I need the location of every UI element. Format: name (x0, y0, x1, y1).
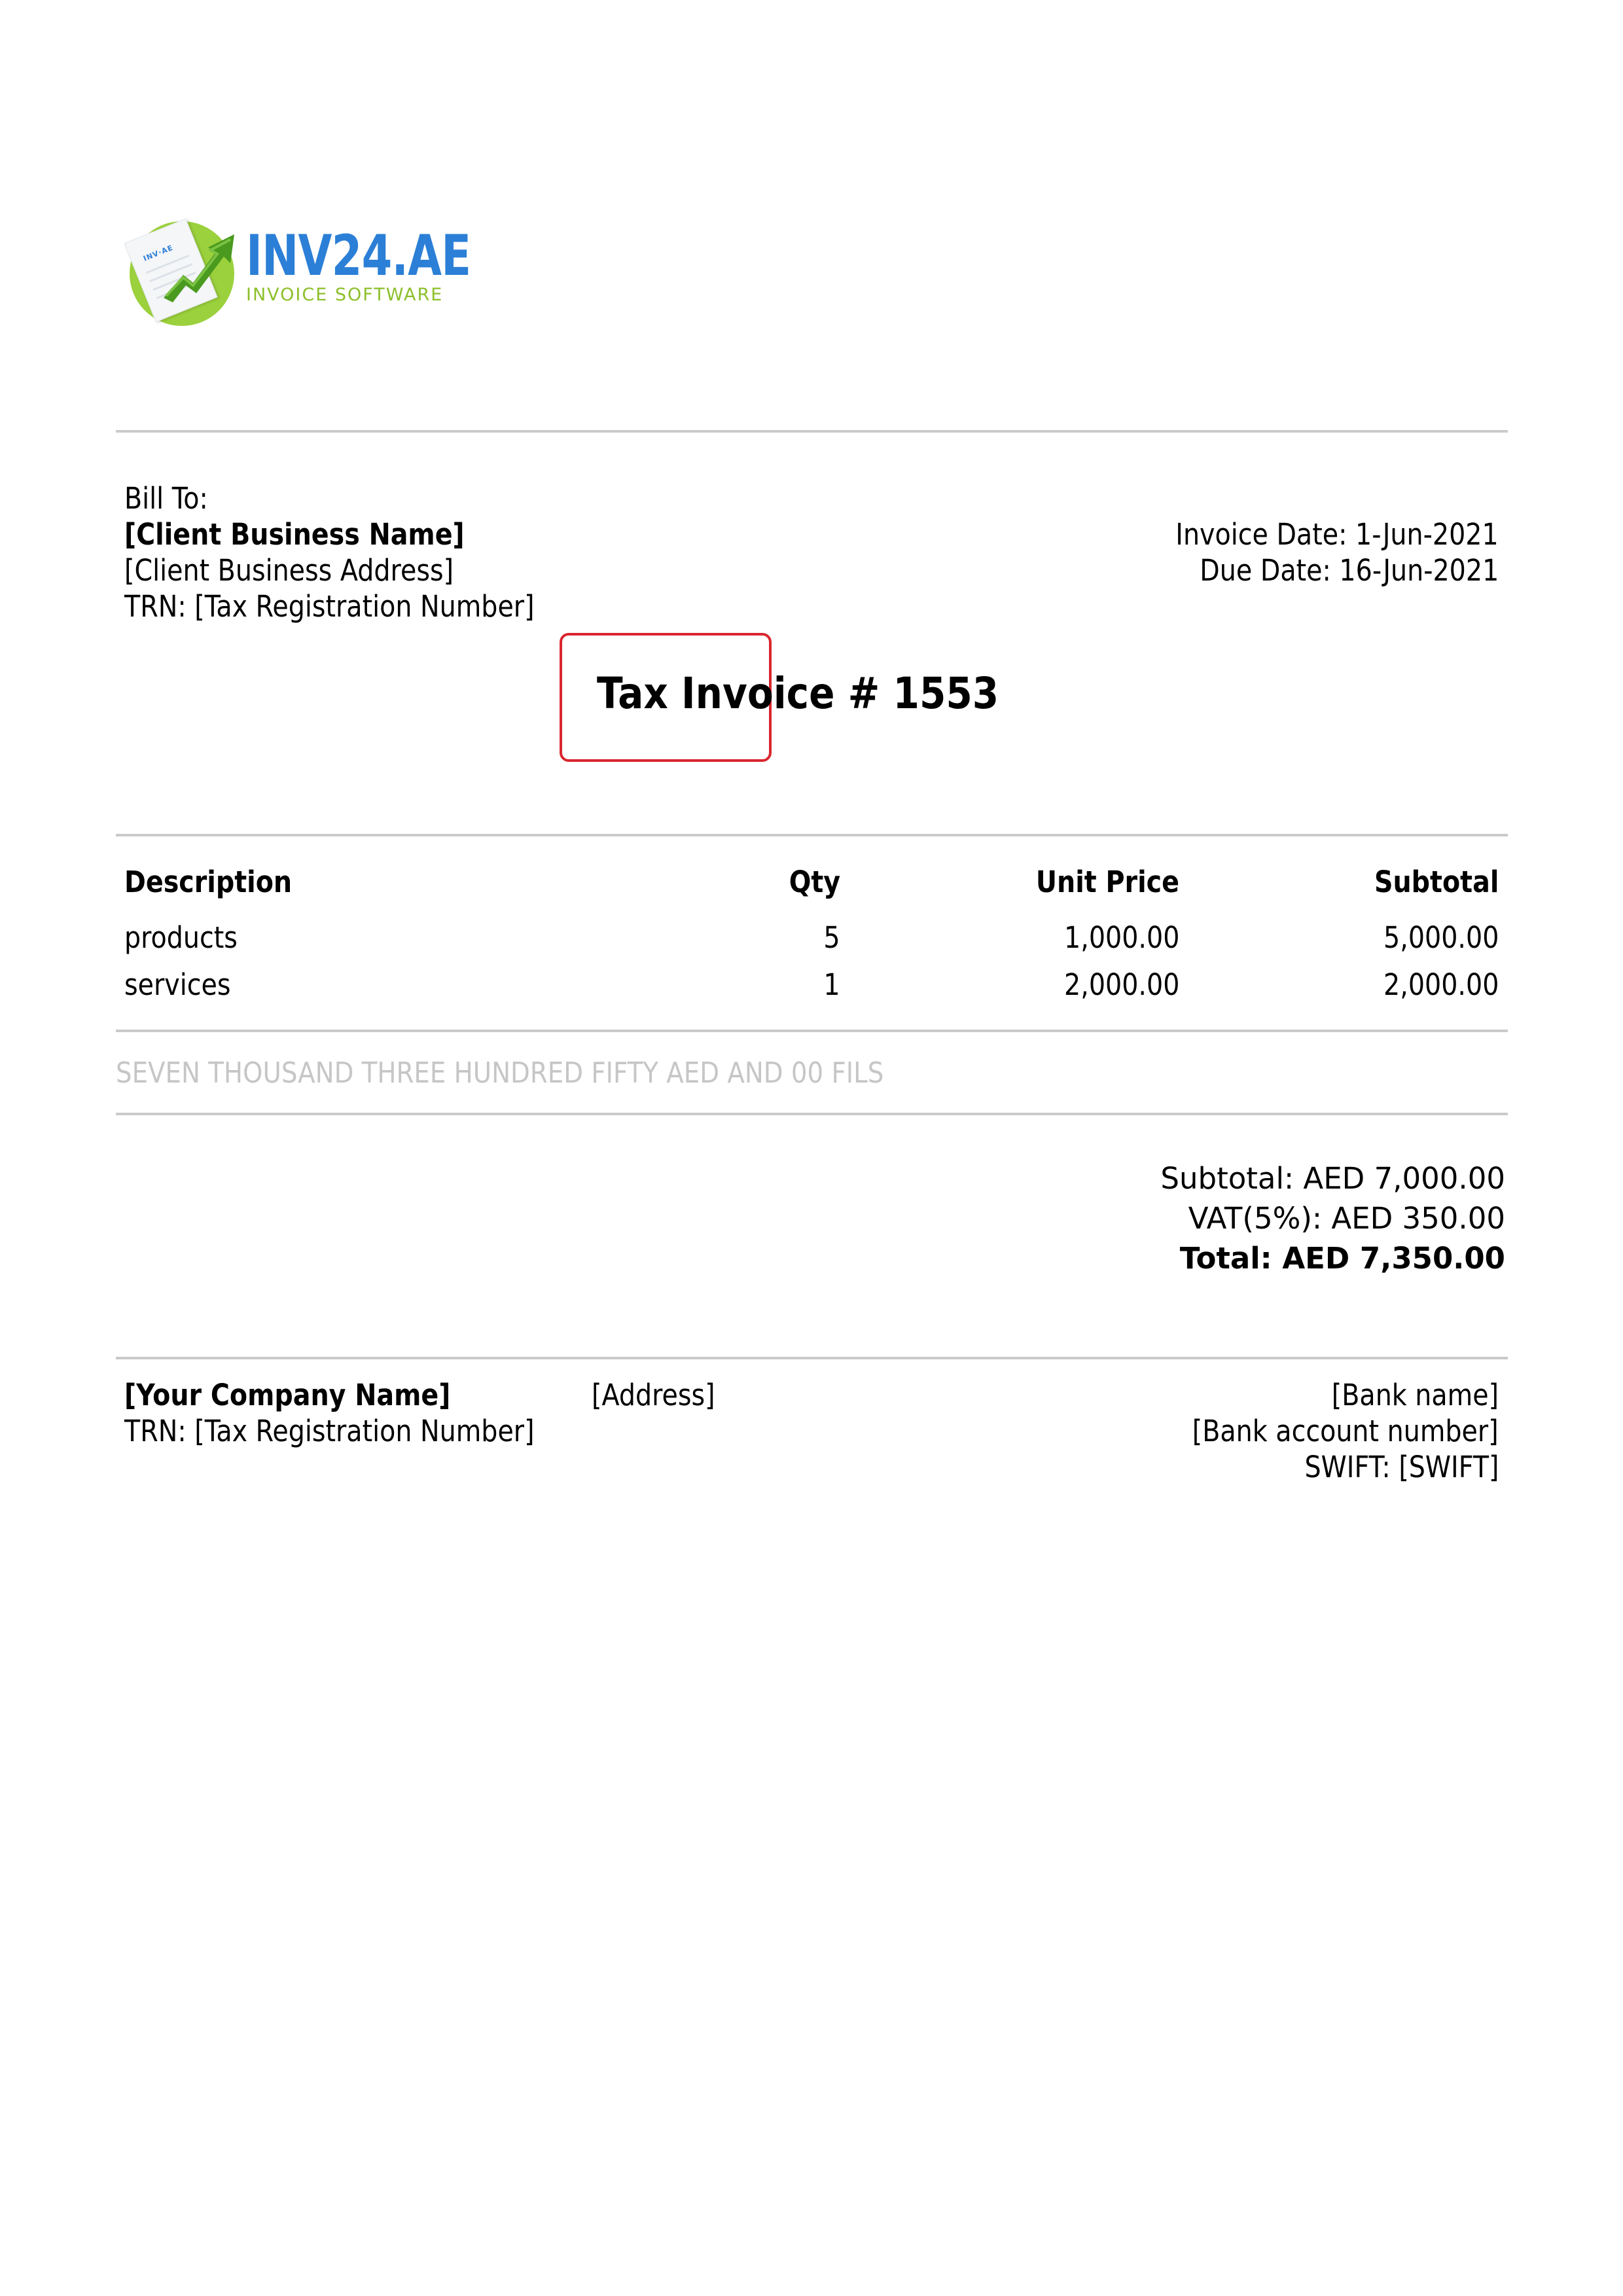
due-date: Due Date: 16-Jun-2021 (1200, 553, 1499, 588)
vat-amount: VAT(5%): AED 350.00 (1188, 1201, 1505, 1236)
logo-tagline: INVOICE SOFTWARE (246, 285, 444, 305)
header-unit-price: Unit Price (1035, 865, 1179, 899)
company-logo (124, 208, 471, 323)
divider-top (116, 430, 1508, 433)
client-address: [Client Business Address] (124, 553, 454, 588)
totals-block (1160, 1158, 1505, 1278)
row-description: services (124, 967, 231, 1002)
bank-account: [Bank account number] (1192, 1414, 1499, 1448)
logo-brand-text: INV24.AE (246, 223, 471, 289)
divider-table-top (116, 834, 1508, 836)
divider-words-bottom (116, 1113, 1508, 1115)
amount-in-words: SEVEN THOUSAND THREE HUNDRED FIFTY AED AND 00 FILS (116, 1056, 884, 1090)
row-subtotal: 2,000.00 (1383, 967, 1499, 1002)
swift-code: SWIFT: [SWIFT] (1304, 1450, 1499, 1484)
client-trn: TRN: [Tax Registration Number] (124, 589, 535, 624)
row-qty: 1 (823, 967, 840, 1002)
footer-company (124, 1377, 590, 1449)
divider-table-bottom (116, 1030, 1508, 1032)
growth-arrow-icon (157, 223, 242, 308)
company-address: [Address] (592, 1378, 715, 1412)
invoice-title-text: Tax Invoice # 1553 (597, 668, 999, 719)
bank-name: [Bank name] (1331, 1378, 1499, 1412)
row-unit-price: 2,000.00 (1063, 967, 1179, 1002)
divider-footer (116, 1357, 1508, 1359)
row-subtotal: 5,000.00 (1383, 920, 1499, 955)
invoice-title (597, 668, 1054, 720)
company-name: [Your Company Name] (124, 1378, 451, 1412)
subtotal-amount: Subtotal: AED 7,000.00 (1160, 1161, 1505, 1196)
header-qty: Qty (789, 865, 840, 899)
document-tag: INV·AE (142, 243, 175, 263)
row-unit-price: 1,000.00 (1063, 920, 1179, 955)
invoice-date: Invoice Date: 1-Jun-2021 (1175, 517, 1499, 552)
invoice-dates (1132, 516, 1499, 588)
client-name: [Client Business Name] (124, 517, 465, 552)
footer-bank (1150, 1377, 1499, 1485)
company-trn: TRN: [Tax Registration Number] (124, 1414, 535, 1448)
row-qty: 5 (823, 920, 840, 955)
header-subtotal: Subtotal (1374, 865, 1499, 899)
bill-to-block (124, 480, 590, 624)
row-description: products (124, 920, 238, 955)
bill-to-label: Bill To: (124, 481, 208, 516)
header-description: Description (124, 865, 293, 899)
footer-address (592, 1377, 732, 1413)
total-amount: Total: AED 7,350.00 (1179, 1241, 1505, 1276)
